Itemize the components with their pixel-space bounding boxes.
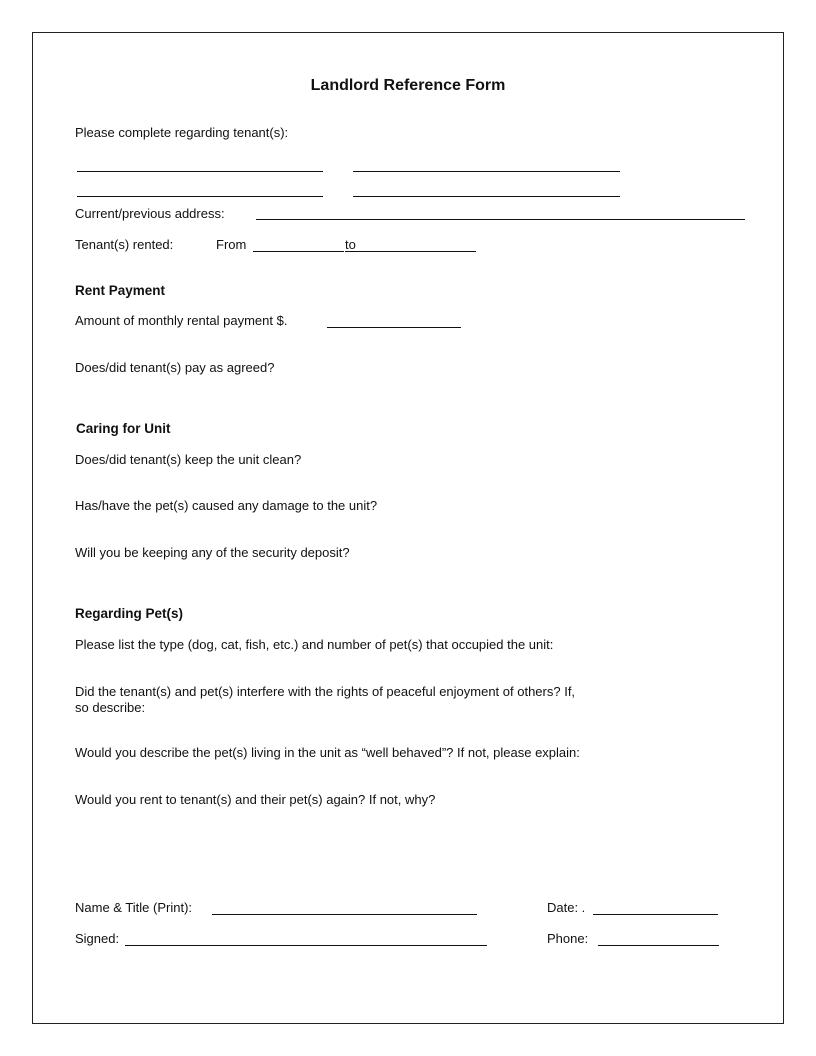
intro-text: Please complete regarding tenant(s):: [75, 125, 289, 140]
to-label: to: [345, 237, 356, 252]
tenant-name-field-1[interactable]: [77, 171, 323, 172]
signed-label: Signed:: [75, 931, 120, 946]
from-label: From: [216, 237, 247, 252]
monthly-amount-label: Amount of monthly rental payment $.: [75, 313, 288, 328]
tenant-name-field-4[interactable]: [353, 196, 620, 197]
form-title: Landlord Reference Form: [310, 77, 506, 94]
pet-list-question: Please list the type (dog, cat, fish, etc.) and number of pet(s) that occupied the unit:: [75, 637, 554, 652]
rented-label: Tenant(s) rented:: [75, 237, 174, 252]
to-date-field[interactable]: [345, 251, 476, 252]
rent-again-question: Would you rent to tenant(s) and their pet(s) again? If not, why?: [75, 792, 436, 807]
interfere-question-line-2: so describe:: [75, 700, 146, 715]
phone-field[interactable]: [598, 945, 719, 946]
regarding-pets-heading: Regarding Pet(s): [75, 606, 184, 621]
tenant-name-field-3[interactable]: [77, 196, 323, 197]
rent-payment-heading: Rent Payment: [75, 283, 166, 298]
pay-as-agreed-question: Does/did tenant(s) pay as agreed?: [75, 360, 275, 375]
tenant-name-field-2[interactable]: [353, 171, 620, 172]
date-field[interactable]: [593, 914, 718, 915]
phone-label: Phone:: [547, 931, 589, 946]
monthly-amount-field[interactable]: [327, 327, 461, 328]
name-title-label: Name & Title (Print):: [75, 900, 193, 915]
page-border: [32, 32, 784, 1024]
damage-question: Has/have the pet(s) caused any damage to the unit?: [75, 498, 378, 513]
name-title-field[interactable]: [212, 914, 477, 915]
address-field[interactable]: [256, 219, 745, 220]
date-label: Date: .: [547, 900, 586, 915]
from-date-field[interactable]: [253, 251, 344, 252]
interfere-question-line-1: Did the tenant(s) and pet(s) interfere with the rights of peaceful enjoyment of others? If,: [75, 684, 576, 699]
well-behaved-question: Would you describe the pet(s) living in the unit as “well behaved”? If not, please explain:: [75, 745, 580, 760]
security-deposit-question: Will you be keeping any of the security deposit?: [75, 545, 350, 560]
caring-for-unit-heading: Caring for Unit: [76, 421, 171, 436]
address-label: Current/previous address:: [75, 206, 225, 221]
signature-field[interactable]: [125, 945, 487, 946]
keep-clean-question: Does/did tenant(s) keep the unit clean?: [75, 452, 302, 467]
